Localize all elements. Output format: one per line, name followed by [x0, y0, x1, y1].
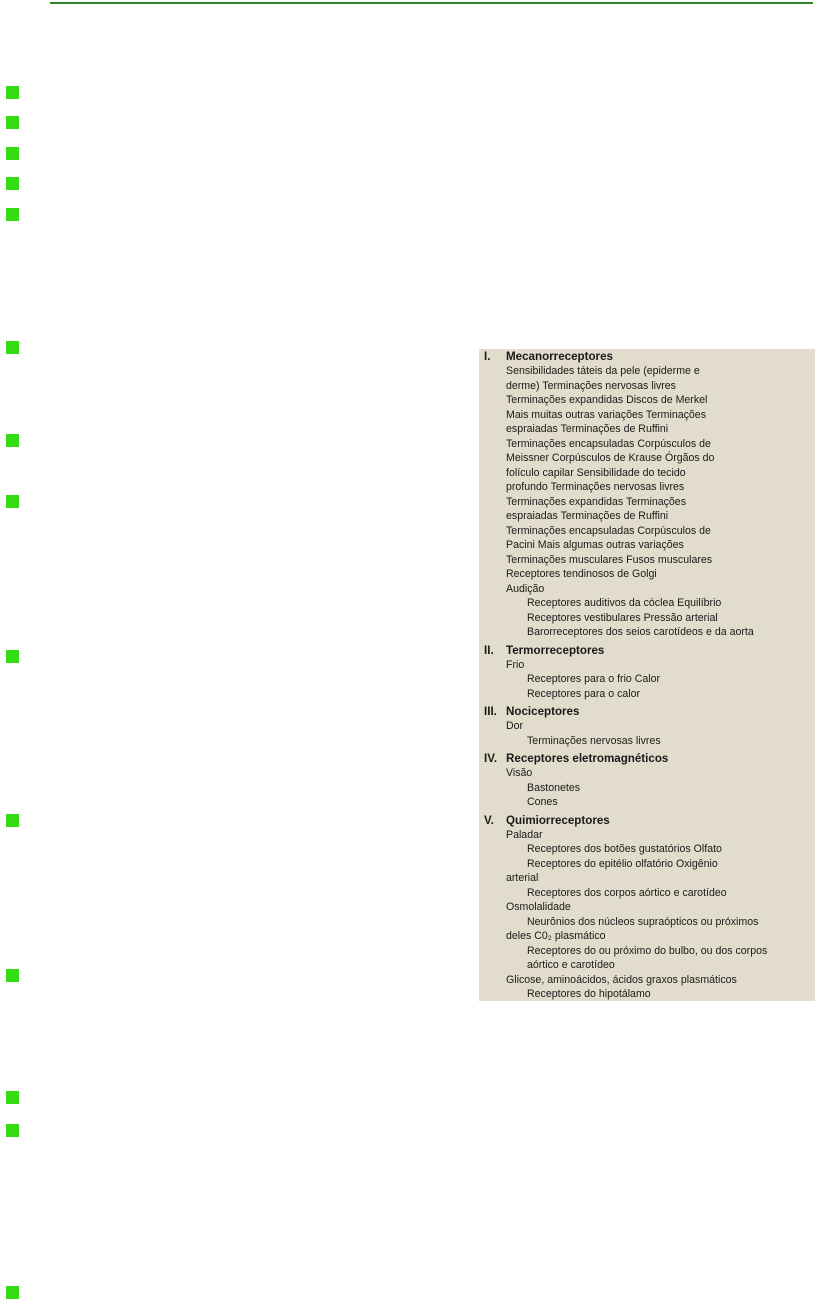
section-heading	[484, 751, 815, 766]
section-numeral: I.	[484, 350, 491, 363]
receptor-item: deles C0₂ plasmático	[506, 930, 606, 942]
green-square-bullet-icon	[6, 1286, 19, 1299]
receptor-subitem: Receptores vestibulares Pressão arterial	[527, 611, 718, 624]
green-square-bullet-icon	[6, 147, 19, 160]
receptor-subitem: Receptores do epitélio olfatório Oxigênio	[527, 857, 718, 870]
section-title: Nociceptores	[506, 705, 580, 718]
receptor-item: arterial	[506, 872, 539, 884]
green-square-bullet-icon	[6, 208, 19, 221]
receptor-section	[484, 704, 815, 748]
section-title: Quimiorreceptores	[506, 813, 610, 827]
receptor-subitem: Receptores para o calor	[527, 687, 641, 700]
green-square-bullet-icon	[6, 177, 19, 190]
receptor-subitem: Neurônios dos núcleos supraópticos ou próximos	[527, 915, 759, 928]
receptor-item: Terminações expandidas Discos de Merkel	[506, 394, 708, 406]
receptor-item: Visão	[506, 767, 533, 779]
section-heading	[484, 704, 815, 719]
section-heading	[484, 643, 815, 658]
receptor-item: folículo capilar Sensibilidade do tecido	[506, 466, 686, 479]
section-numeral: V.	[484, 813, 494, 827]
green-square-bullet-icon	[6, 341, 19, 354]
receptor-item: Frio	[506, 658, 525, 671]
green-square-bullet-icon	[6, 116, 19, 129]
receptor-item: espraiadas Terminações de Ruffini	[506, 510, 669, 522]
green-square-bullet-icon	[6, 434, 19, 447]
section-title: Receptores eletromagnéticos	[506, 752, 669, 765]
section-numeral: IV.	[484, 752, 498, 765]
receptor-item: Terminações encapsuladas Corpúsculos de	[506, 524, 711, 537]
receptor-subitem: Terminações nervosas livres	[527, 734, 661, 747]
green-square-bullet-icon	[6, 1091, 19, 1104]
receptor-item: Terminações musculares Fusos musculares	[506, 553, 713, 566]
receptor-section	[484, 349, 815, 640]
receptor-subitem: Cones	[527, 796, 558, 808]
receptor-subitem: Receptores dos corpos aórtico e carotídeo	[527, 886, 727, 899]
receptor-item: Glicose, aminoácidos, ácidos graxos plasmáticos	[506, 973, 737, 986]
green-square-bullet-icon	[6, 969, 19, 982]
green-square-bullet-icon	[6, 86, 19, 99]
green-square-bullet-icon	[6, 1124, 19, 1137]
receptor-subitem: Barorreceptores dos seios carotídeos e da aorta	[527, 626, 754, 638]
receptor-item: profundo Terminações nervosas livres	[506, 481, 685, 493]
receptor-item: Sensibilidades táteis da pele (epiderme e	[506, 365, 700, 377]
receptor-item: Dor	[506, 720, 524, 732]
receptor-item: espraiadas Terminações de Ruffini	[506, 423, 669, 435]
receptor-item: Osmolalidade	[506, 901, 571, 913]
receptor-item: Receptores tendinosos de Golgi	[506, 568, 657, 580]
section-title: Mecanorreceptores	[506, 350, 613, 363]
receptor-item: Pacini Mais algumas outras variações	[506, 539, 684, 551]
receptor-item: Paladar	[506, 828, 543, 841]
receptor-subitem: Receptores para o frio Calor	[527, 673, 661, 685]
receptor-section	[484, 751, 815, 810]
receptor-section	[484, 813, 815, 1002]
receptor-subitem: Receptores auditivos da cóclea Equilíbrio	[527, 597, 722, 609]
receptor-subitem: aórtico e carotídeo	[527, 959, 615, 971]
green-square-bullet-icon	[6, 495, 19, 508]
receptor-item: Audição	[506, 582, 545, 595]
section-heading	[484, 349, 815, 364]
receptor-item: Meissner Corpúsculos de Krause Órgãos do	[506, 452, 715, 464]
receptor-section	[484, 643, 815, 702]
receptor-subitem: Receptores dos botões gustatórios Olfato	[527, 843, 722, 855]
section-title: Termorreceptores	[506, 643, 605, 657]
receptor-subitem: Receptores do ou próximo do bulbo, ou dos corpos	[527, 944, 768, 957]
receptor-subitem: Bastonetes	[527, 781, 581, 794]
section-numeral: III.	[484, 705, 497, 718]
receptor-item: Terminações encapsuladas Corpúsculos de	[506, 437, 711, 450]
green-square-bullet-icon	[6, 814, 19, 827]
receptor-item: derme) Terminações nervosas livres	[506, 379, 676, 392]
header-rule	[50, 2, 813, 4]
receptor-classification-table	[479, 349, 815, 1001]
section-numeral: II.	[484, 643, 494, 657]
receptor-subitem: Receptores do hipotálamo	[527, 988, 651, 1000]
section-heading	[484, 813, 815, 828]
receptor-item: Mais muitas outras variações Terminações	[506, 408, 706, 421]
green-square-bullet-icon	[6, 650, 19, 663]
receptor-item: Terminações expandidas Terminações	[506, 495, 686, 508]
